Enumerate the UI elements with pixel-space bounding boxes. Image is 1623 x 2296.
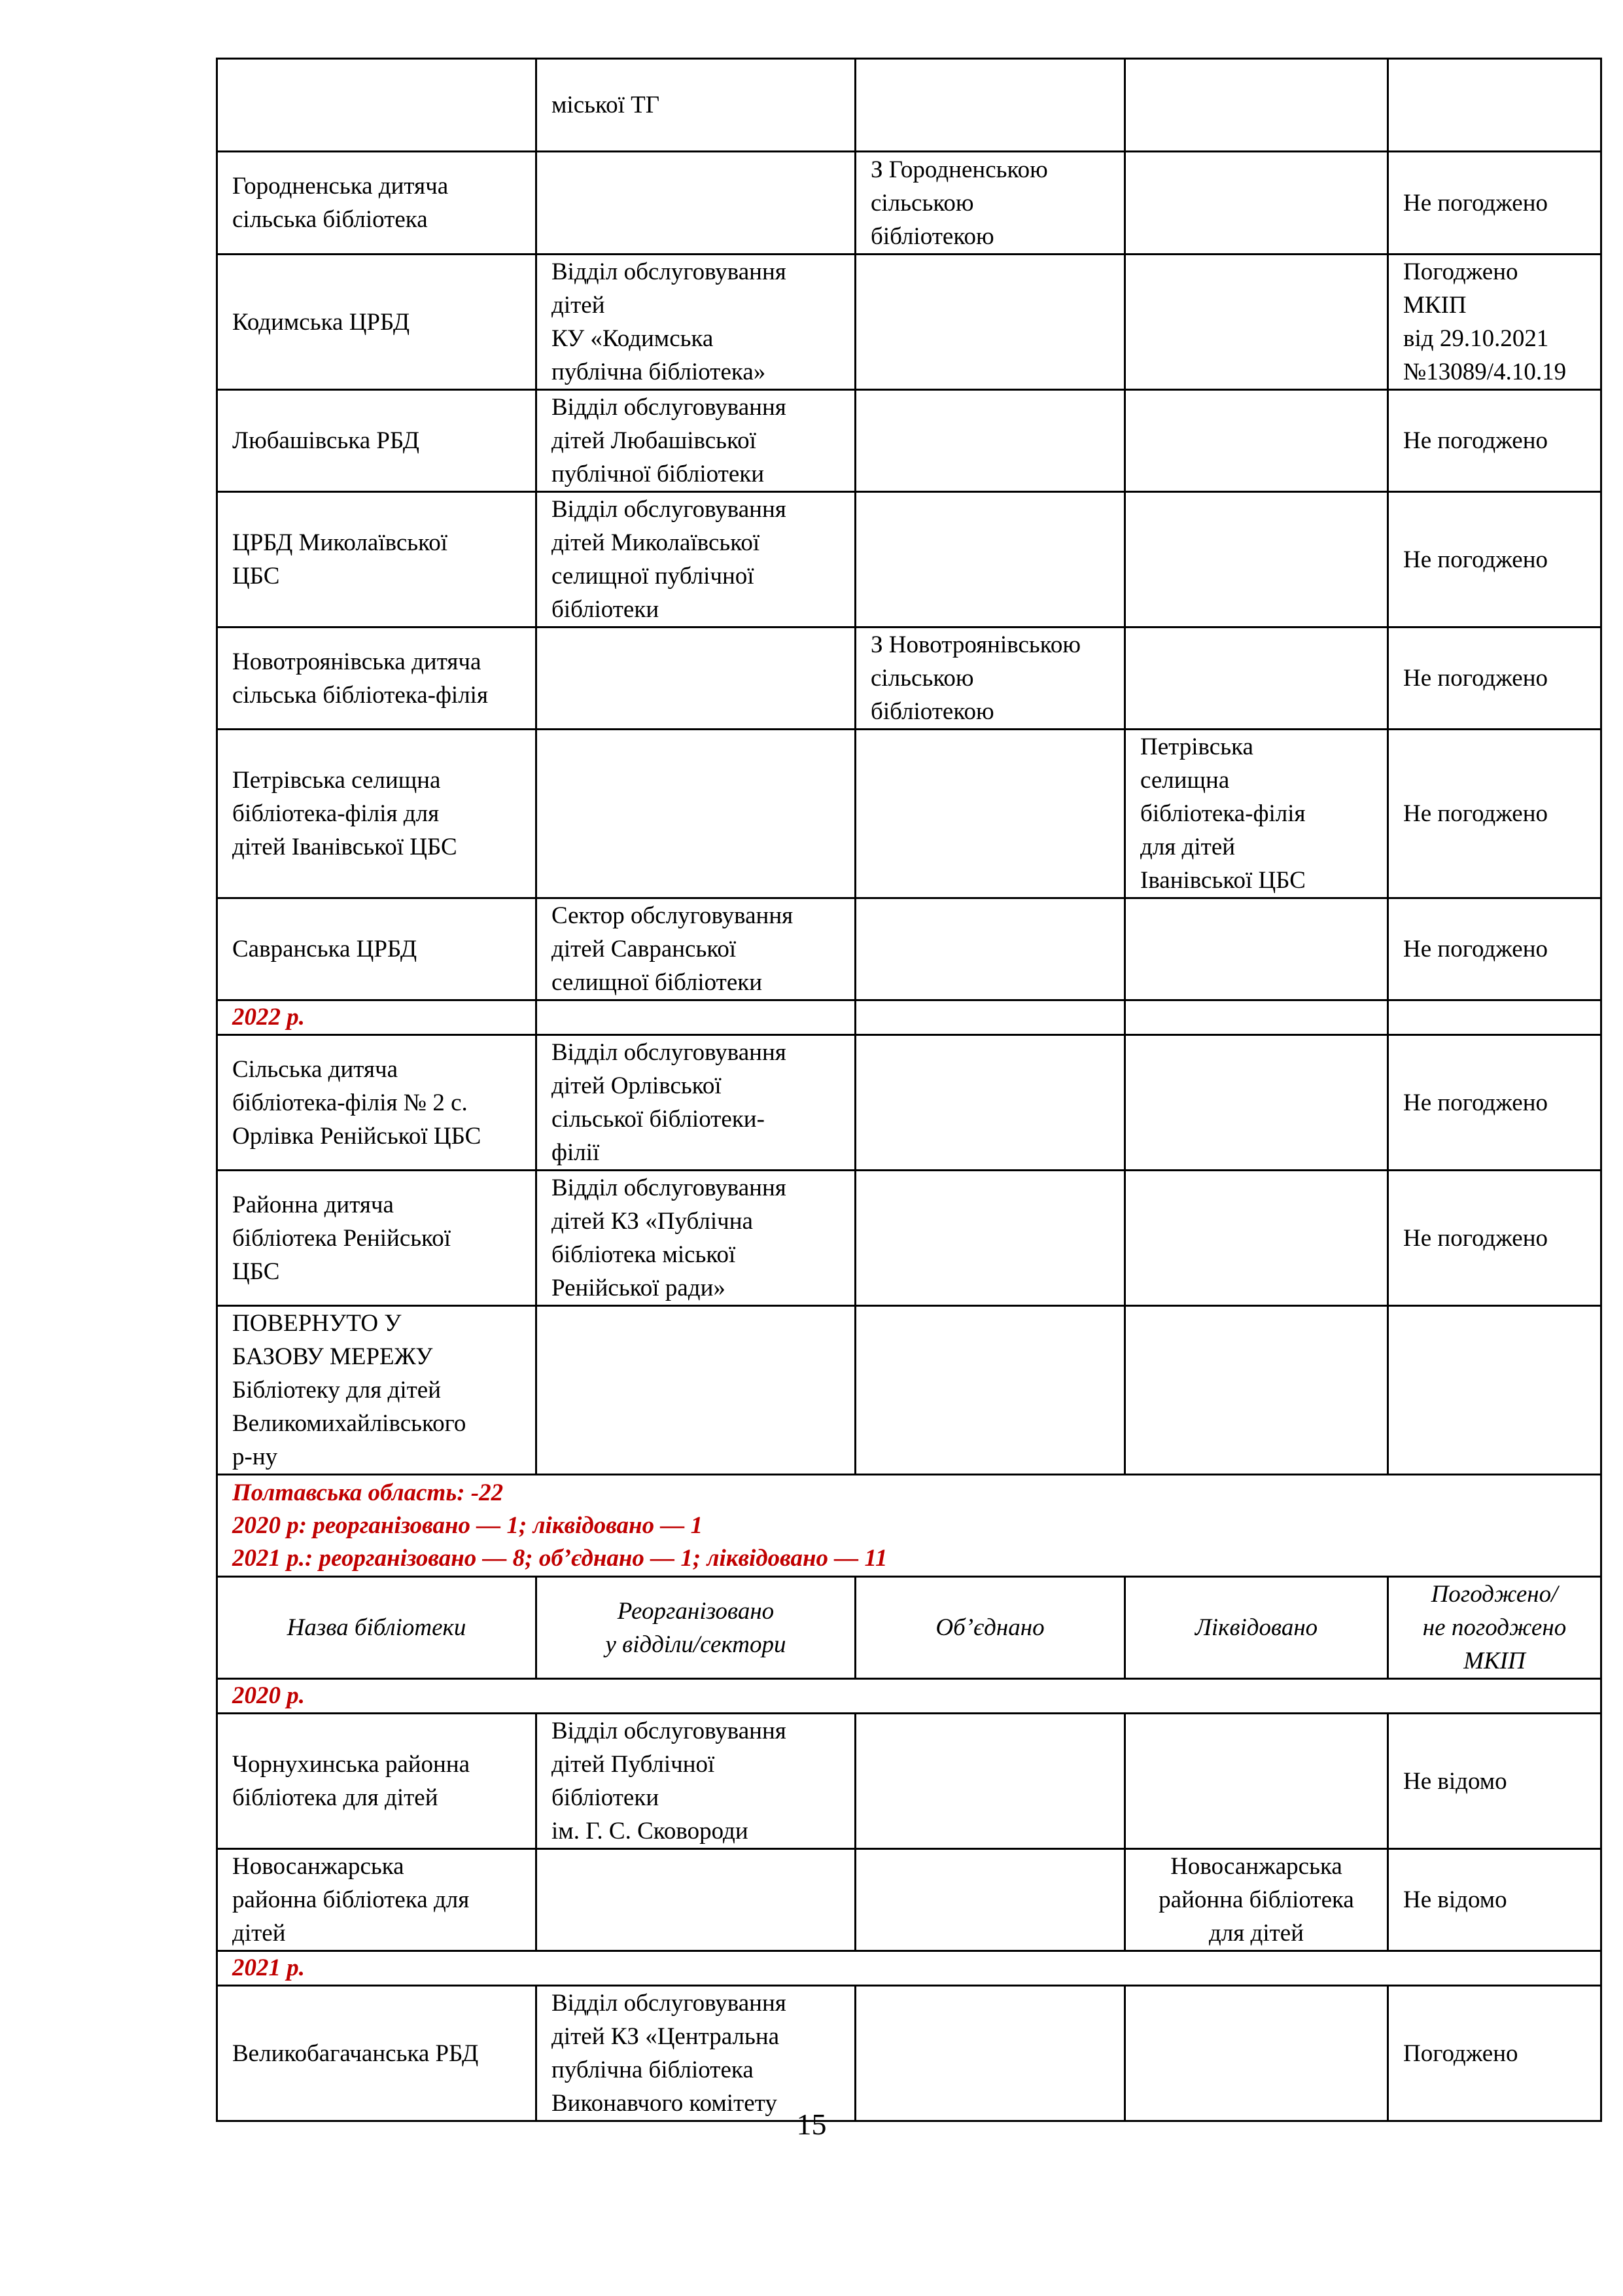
- status-cell: Не погоджено: [1388, 1035, 1601, 1171]
- name-cell: Кодимська ЦРБД: [217, 255, 536, 390]
- status-cell: Не погоджено: [1388, 492, 1601, 627]
- table-row: [217, 1714, 1601, 1849]
- liquidated-cell: [1125, 627, 1388, 730]
- section-label: 2021 р.: [217, 1951, 1601, 1986]
- liquidated-cell: [1125, 255, 1388, 390]
- liquidated-cell: [1125, 1714, 1388, 1849]
- header-liquidated: Ліквідовано: [1125, 1577, 1388, 1679]
- reorg-cell: Відділ обслуговування дітей Любашівської публічної бібліотеки: [536, 390, 856, 492]
- reorg-cell: Відділ обслуговування дітей КЗ «Центральна публічна бібліотека Виконавчого комітету: [536, 1986, 856, 2121]
- status-cell: Погоджено МКІП від 29.10.2021 №13089/4.10.19: [1388, 255, 1601, 390]
- liquidated-cell: [1125, 152, 1388, 255]
- reorg-cell: Сектор обслуговування дітей Савранської селищної бібліотеки: [536, 898, 856, 1000]
- merged-cell: [856, 1714, 1125, 1849]
- name-cell: Савранська ЦРБД: [217, 898, 536, 1000]
- header-merged: Об’єднано: [856, 1577, 1125, 1679]
- status-cell: Не погоджено: [1388, 1171, 1601, 1306]
- reorg-cell: [536, 730, 856, 898]
- name-cell: Городненська дитяча сільська бібліотека: [217, 152, 536, 255]
- status-cell: Не погоджено: [1388, 898, 1601, 1000]
- libraries-table: [216, 58, 1602, 2122]
- liquidated-cell: [1125, 59, 1388, 152]
- table-row: [217, 627, 1601, 730]
- status-cell: [1388, 1306, 1601, 1475]
- liquidated-cell: [1125, 898, 1388, 1000]
- reorg-cell: Відділ обслуговування дітей Орлівської сільської бібліотеки- філії: [536, 1035, 856, 1171]
- header-status: Погоджено/ не погоджено МКІП: [1388, 1577, 1601, 1679]
- status-cell: Не відомо: [1388, 1714, 1601, 1849]
- liquidated-cell: Петрівська селищна бібліотека-філія для дітей Іванівської ЦБС: [1125, 730, 1388, 898]
- section-row-2020: [217, 1679, 1601, 1714]
- merged-cell: [856, 1306, 1125, 1475]
- column-header-row: [217, 1577, 1601, 1679]
- merged-cell: [856, 59, 1125, 152]
- merged-cell: [856, 390, 1125, 492]
- merged-cell: [856, 1849, 1125, 1951]
- reorg-cell: [536, 1306, 856, 1475]
- liquidated-cell: [1125, 1306, 1388, 1475]
- name-cell: Великобагачанська РБД: [217, 1986, 536, 2121]
- table-row: [217, 152, 1601, 255]
- reorg-cell: міської ТГ: [536, 59, 856, 152]
- status-cell: Не погоджено: [1388, 627, 1601, 730]
- table-row: [217, 1306, 1601, 1475]
- name-cell: Петрівська селищна бібліотека-філія для дітей Іванівської ЦБС: [217, 730, 536, 898]
- liquidated-cell: [1125, 390, 1388, 492]
- merged-cell: [856, 730, 1125, 898]
- name-cell: Новотроянівська дитяча сільська бібліотека-філія: [217, 627, 536, 730]
- liquidated-cell: [1125, 1171, 1388, 1306]
- name-cell: Сільська дитяча бібліотека-філія № 2 с. Орлівка Ренійської ЦБС: [217, 1035, 536, 1171]
- merged-cell: [856, 898, 1125, 1000]
- status-cell: Погоджено: [1388, 1986, 1601, 2121]
- region-summary: Полтавська область: -22 2020 р: реорганізовано — 1; ліквідовано — 1 2021 р.: реорганізовано — 8; об’єднано — 1; ліквідовано — 11: [217, 1475, 1601, 1577]
- merged-cell: [856, 1986, 1125, 2121]
- liquidated-cell: [1125, 1035, 1388, 1171]
- status-cell: Не погоджено: [1388, 390, 1601, 492]
- table-row: [217, 898, 1601, 1000]
- table-row: [217, 1849, 1601, 1951]
- merged-cell: [856, 1035, 1125, 1171]
- table-row: [217, 730, 1601, 898]
- name-cell: Районна дитяча бібліотека Ренійської ЦБС: [217, 1171, 536, 1306]
- name-cell: Любашівська РБД: [217, 390, 536, 492]
- reorg-cell: Відділ обслуговування дітей КУ «Кодимська публічна бібліотека»: [536, 255, 856, 390]
- table-row: [217, 59, 1601, 152]
- merged-cell: [856, 255, 1125, 390]
- section-row-2021: [217, 1951, 1601, 1986]
- liquidated-cell: Новосанжарська районна бібліотека для дітей: [1125, 1849, 1388, 1951]
- status-cell: Не погоджено: [1388, 730, 1601, 898]
- merged-cell: З Городненською сільською бібліотекою: [856, 152, 1125, 255]
- status-cell: Не погоджено: [1388, 152, 1601, 255]
- name-cell: Новосанжарська районна бібліотека для дітей: [217, 1849, 536, 1951]
- section-row-2022: [217, 1000, 1601, 1035]
- table-row: [217, 1035, 1601, 1171]
- reorg-cell: Відділ обслуговування дітей Публічної бібліотеки ім. Г. С. Сковороди: [536, 1714, 856, 1849]
- status-cell: [1388, 59, 1601, 152]
- name-cell: [217, 59, 536, 152]
- reorg-cell: [536, 627, 856, 730]
- table-row: [217, 1986, 1601, 2121]
- page-number: 15: [796, 2108, 827, 2141]
- reorg-cell: Відділ обслуговування дітей Миколаївської селищної публічної бібліотеки: [536, 492, 856, 627]
- liquidated-cell: [1125, 1986, 1388, 2121]
- name-cell: ПОВЕРНУТО У БАЗОВУ МЕРЕЖУ Бібліотеку для дітей Великомихайлівського р-ну: [217, 1306, 536, 1475]
- section-label: 2022 р.: [217, 1000, 536, 1035]
- liquidated-cell: [1125, 492, 1388, 627]
- status-cell: Не відомо: [1388, 1849, 1601, 1951]
- name-cell: Чорнухинська районна бібліотека для дітей: [217, 1714, 536, 1849]
- table-row: [217, 390, 1601, 492]
- header-name: Назва бібліотеки: [217, 1577, 536, 1679]
- merged-cell: [856, 492, 1125, 627]
- poltava-summary-row: [217, 1475, 1601, 1577]
- table-row: [217, 255, 1601, 390]
- table-row: [217, 1171, 1601, 1306]
- merged-cell: [856, 1171, 1125, 1306]
- header-reorg: Реорганізовано у відділи/сектори: [536, 1577, 856, 1679]
- merged-cell: З Новотроянівською сільською бібліотекою: [856, 627, 1125, 730]
- reorg-cell: [536, 1849, 856, 1951]
- section-label: 2020 р.: [217, 1679, 1601, 1714]
- reorg-cell: [536, 152, 856, 255]
- reorg-cell: Відділ обслуговування дітей КЗ «Публічна бібліотека міської Ренійської ради»: [536, 1171, 856, 1306]
- name-cell: ЦРБД Миколаївської ЦБС: [217, 492, 536, 627]
- table-row: [217, 492, 1601, 627]
